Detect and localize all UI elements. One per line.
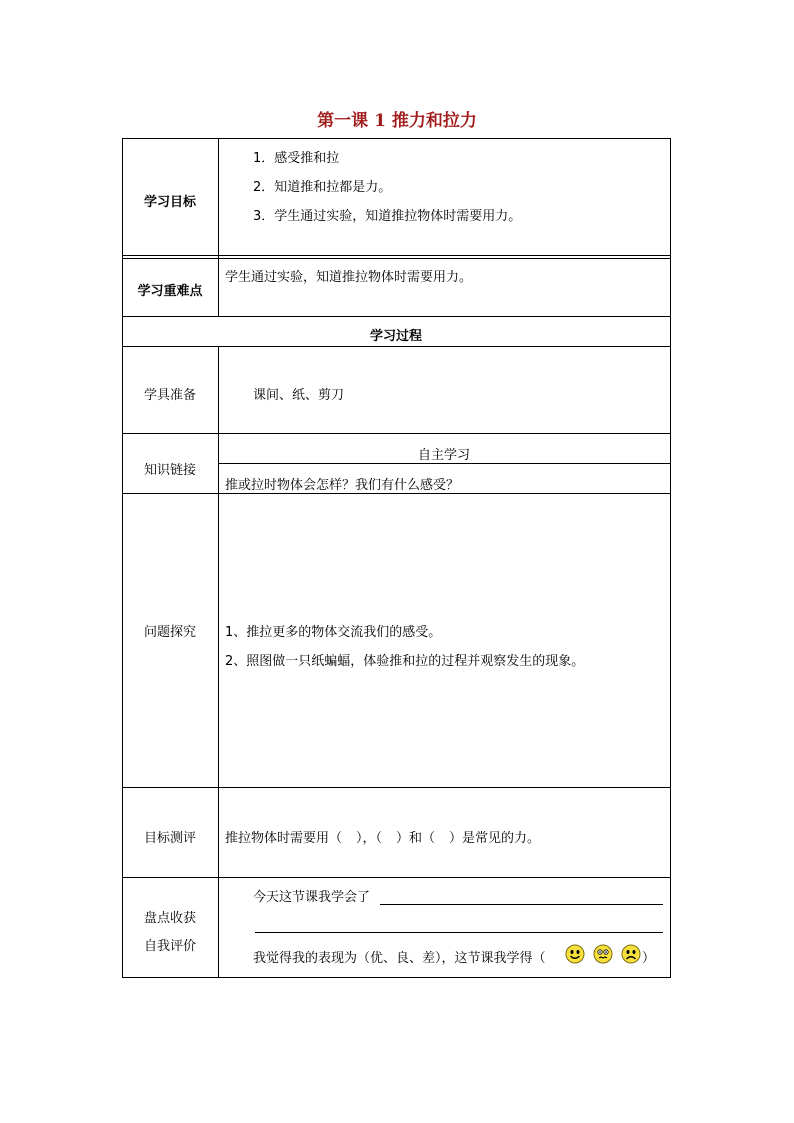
key-points-text: 学生通过实验，知道推拉物体时需要用力。: [225, 270, 473, 285]
assessment-part-1: 推拉物体时需要用（: [225, 831, 343, 846]
inquiry-label: 问题探究: [143, 625, 196, 640]
goals-label: 学习目标: [143, 195, 196, 210]
sad-face-icon[interactable]: [621, 944, 641, 964]
key-points-label: 学习重难点: [137, 284, 203, 299]
rating-icons: [565, 944, 644, 968]
materials-label: 学具准备: [143, 388, 196, 403]
smile-face-icon[interactable]: [565, 944, 585, 964]
assessment-part-3: ）和（: [396, 831, 436, 846]
goal-item-3: 3．学生通过实验，知道推拉物体时需要用力。: [253, 209, 522, 224]
assessment-label: 目标测评: [143, 831, 196, 846]
assessment-part-4: ）是常见的力。: [449, 831, 541, 846]
knowledge-label: 知识链接: [143, 463, 196, 478]
inquiry-item-2: 2、照图做一只纸蝙蝠，体验推和拉的过程并观察发生的现象。: [225, 654, 585, 669]
goal-item-2: 2．知道推和拉都是力。: [253, 180, 392, 195]
confused-face-icon[interactable]: [593, 944, 613, 964]
process-header: 学习过程: [369, 329, 422, 344]
reflection-line1: 今天这节课我学会了: [253, 890, 371, 905]
knowledge-text: 推或拉时物体会怎样？我们有什么感受？: [225, 478, 460, 493]
reflection-label-line2: 自我评价: [143, 939, 196, 954]
assessment-sentence: [225, 831, 540, 847]
reflection-line3-prefix: 我觉得我的表现为（优、良、差），这节课我学得（: [253, 951, 546, 966]
reflection-label-line1: 盘点收获: [143, 911, 196, 926]
goal-item-1: 1．感受推和拉: [253, 151, 340, 166]
page-title: 第一课 1 推力和拉力: [317, 111, 477, 131]
inquiry-item-1: 1、推拉更多的物体交流我们的感受。: [225, 625, 442, 640]
knowledge-subheader: 自主学习: [417, 448, 470, 463]
assessment-part-2: ），（: [356, 831, 383, 846]
materials-text: 课间、纸、剪刀: [253, 388, 345, 403]
reflection-line3-suffix: ）: [642, 951, 656, 966]
